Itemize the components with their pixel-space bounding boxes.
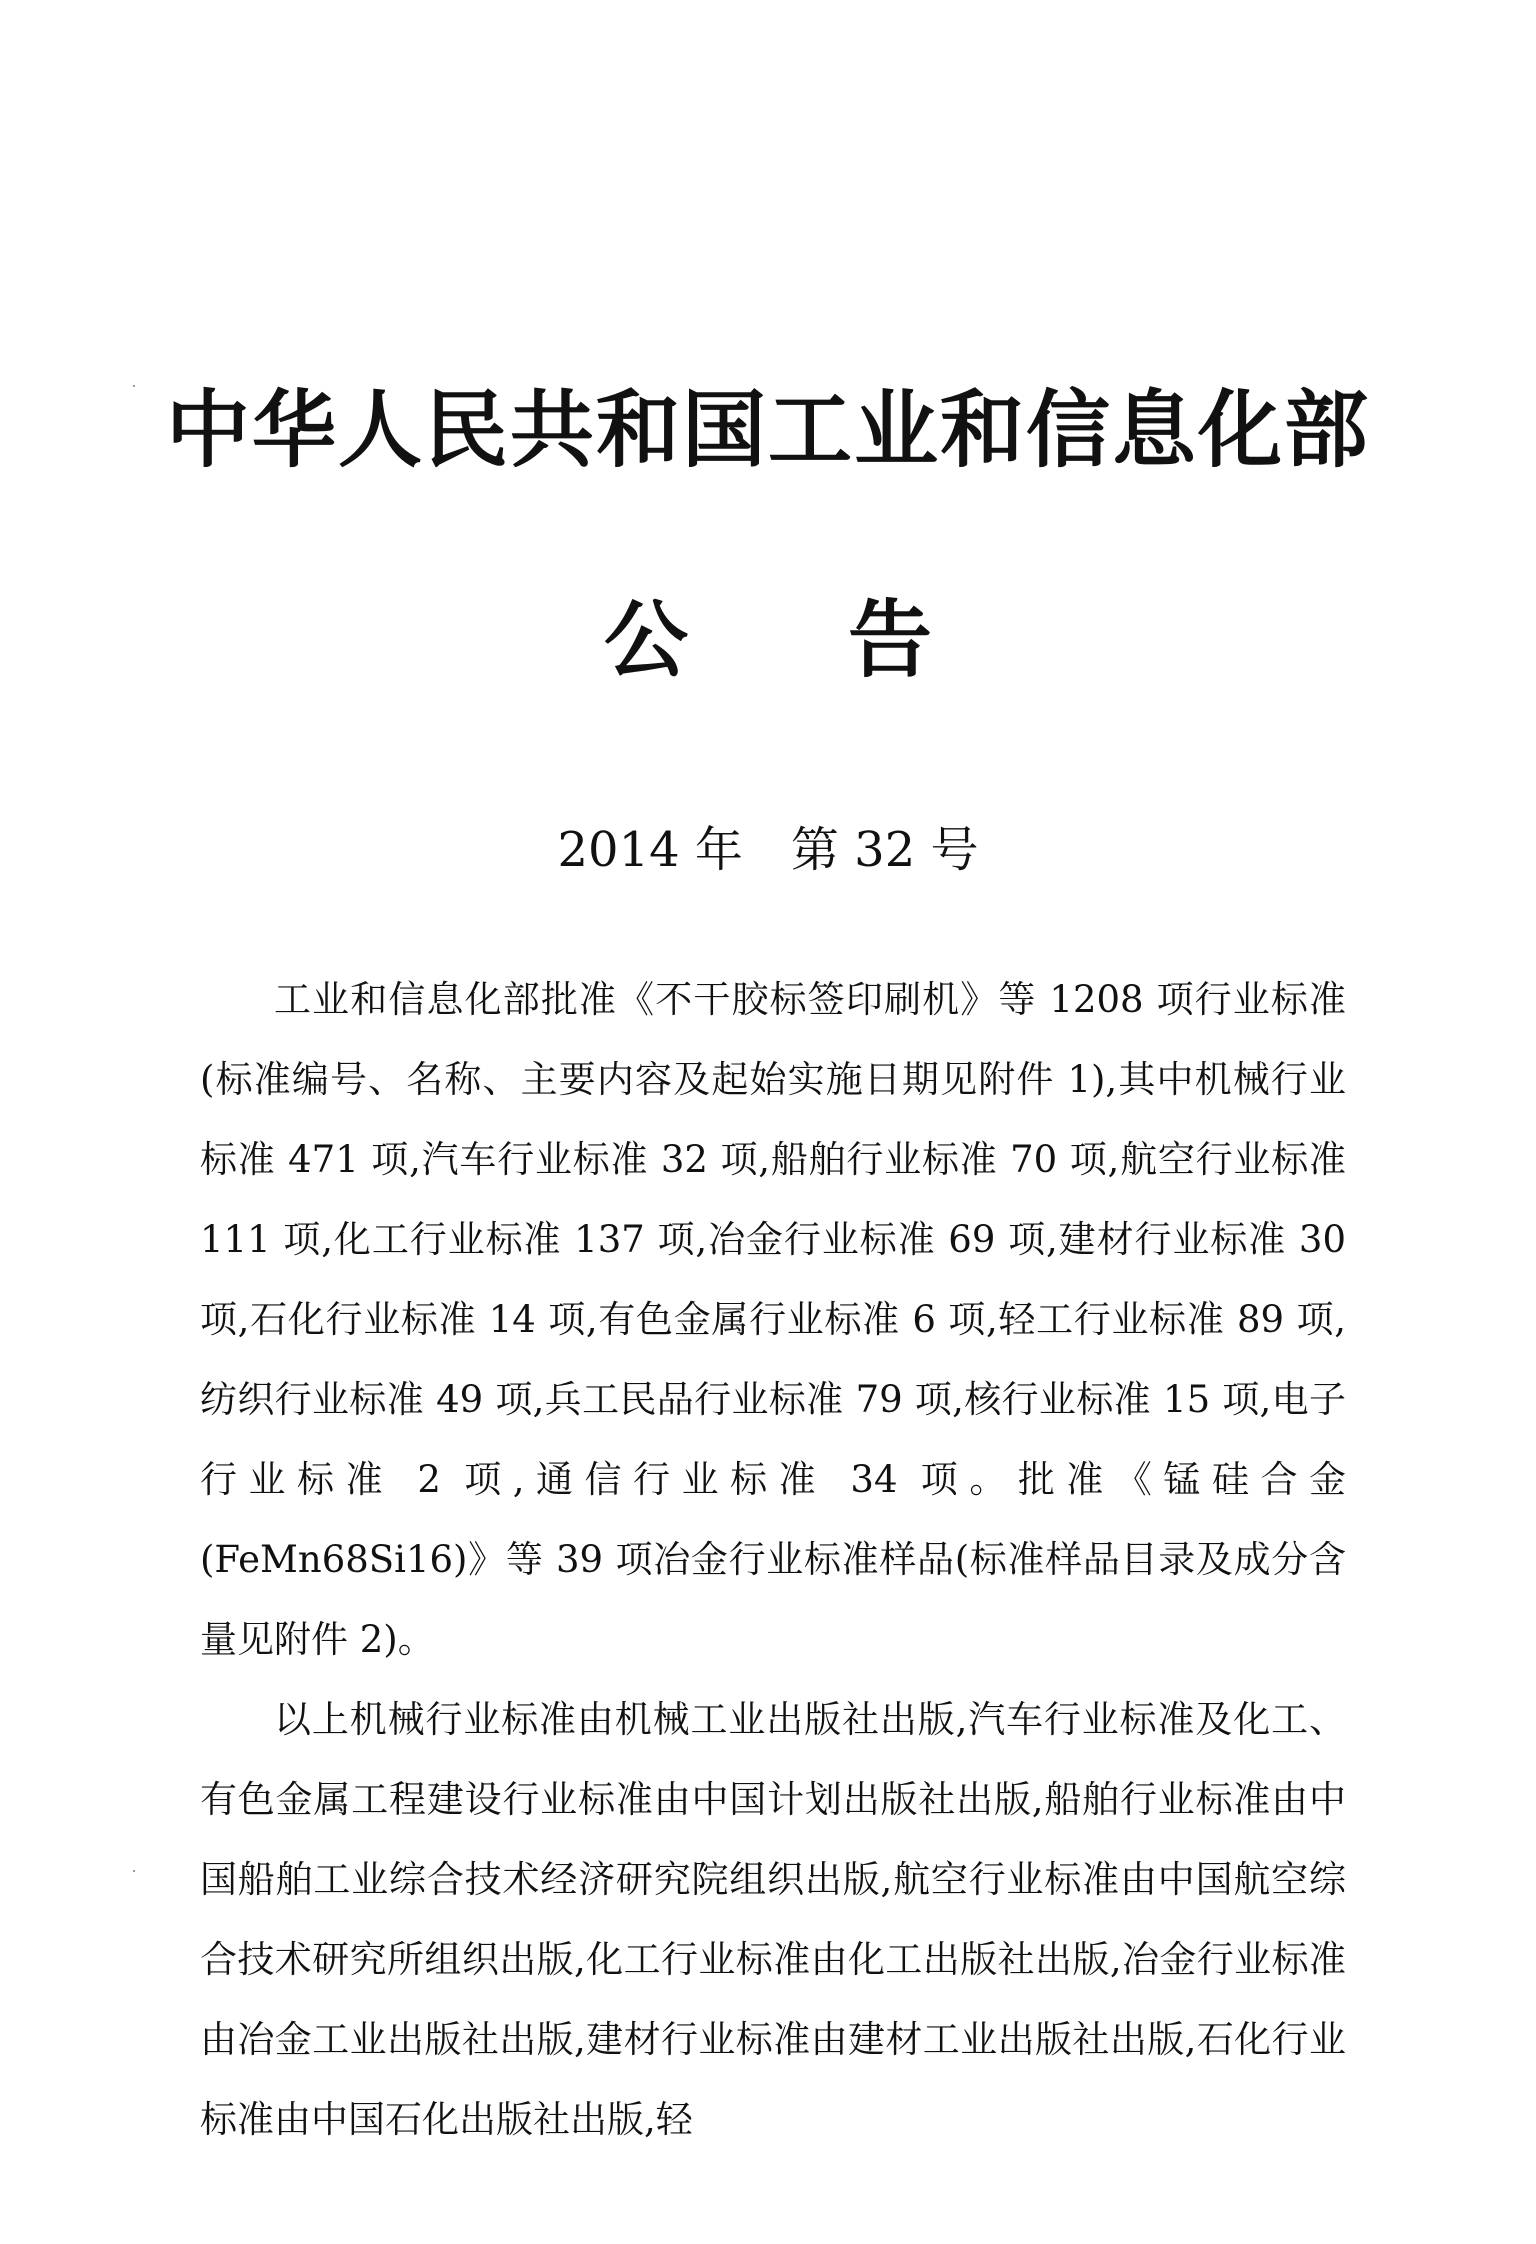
scan-speck <box>133 1870 135 1872</box>
paragraph: 工业和信息化部批准《不干胶标签印刷机》等 1208 项行业标准(标准编号、名称、主要内容及起始实施日期见附件 1),其中机械行业标准 471 项,汽车行业标准 32 项,船舶行业标准 70 项,航空行业标准 111 项,化工行业标准 137 项,冶金行业标准 69 项,建材行业标准 30 项,石化行业标准 14 项,有色金属行业标准 6 项,轻工行业标准 89 项,纺织行业标准 49 项,兵工民品行业标准 79 项,核行业标准 15 项,电子行业标准 2 项,通信行业标准 34 项。批准《锰硅合金(FeMn68Si16)》等 39 项冶金行业标准样品(标准样品目录及成分含量见附件 2)。 <box>200 978 1346 1661</box>
document-number <box>0 820 1536 880</box>
document-body <box>200 960 1346 2160</box>
doc-type-char-2: 告 <box>848 590 933 689</box>
paragraph: 以上机械行业标准由机械工业出版社出版,汽车行业标准及化工、有色金属工程建设行业标准由中国计划出版社出版,船舶行业标准由中国船舶工业综合技术经济研究院组织出版,航空行业标准由中国航空综合技术研究所组织出版,化工行业标准由化工出版社出版,冶金行业标准由冶金工业出版社出版,建材行业标准由建材工业出版社出版,石化行业标准由中国石化出版社出版,轻 <box>200 1698 1346 2141</box>
doc-year: 2014 年 <box>557 822 743 878</box>
doc-number: 第 32 号 <box>790 822 979 878</box>
doc-type-char-1: 公 <box>603 590 688 689</box>
issuer-title: 中华人民共和国工业和信息化部 <box>165 380 1370 479</box>
doc-type-heading <box>0 590 1536 690</box>
